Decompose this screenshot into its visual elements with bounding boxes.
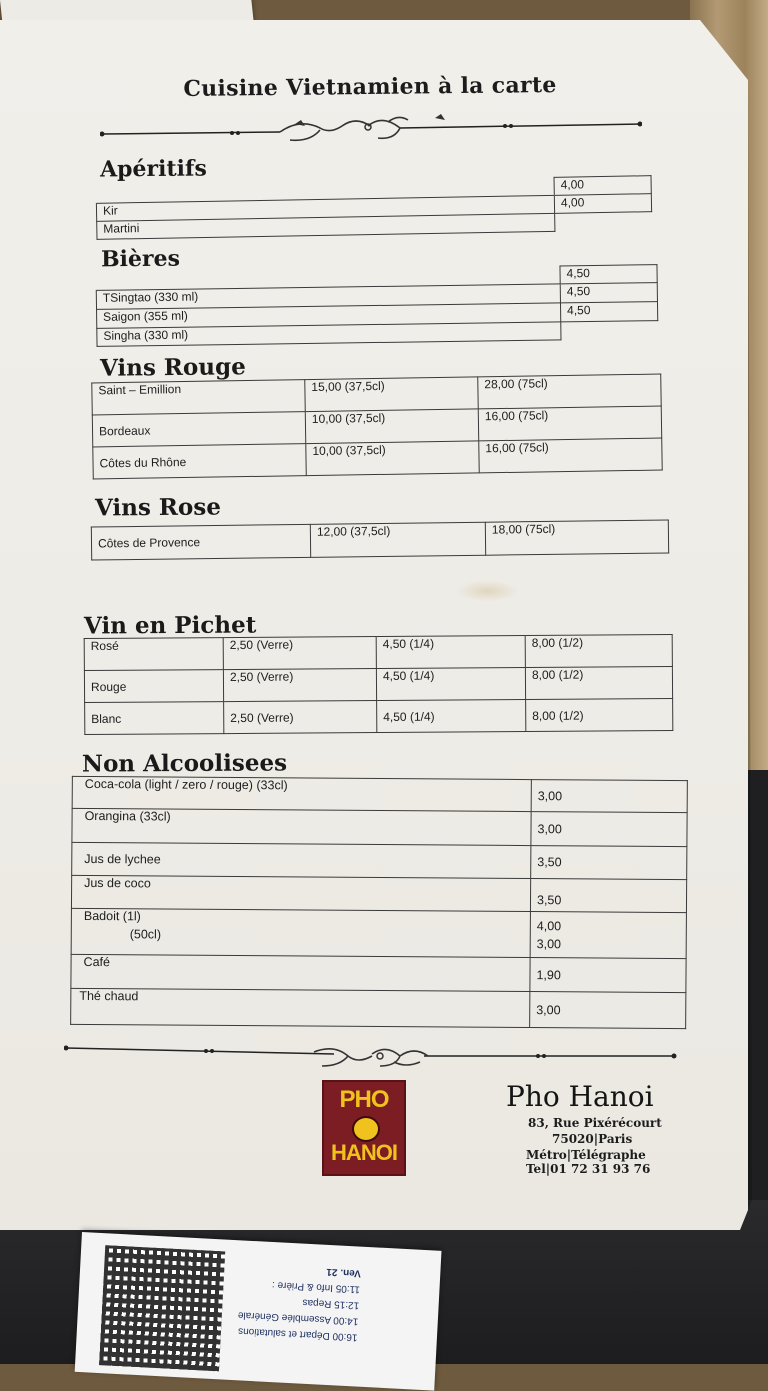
metro-station: Télégraphe <box>571 1148 646 1162</box>
item-name-badoit <box>71 908 530 957</box>
item-name: Blanc <box>85 702 224 735</box>
price-cell: 8,00 (1/2) <box>526 698 673 731</box>
price-cell: 28,00 (75cl) <box>478 374 661 409</box>
price-cell: 3,00 <box>531 780 687 813</box>
flyer-line: 16:00 Départ et salutations <box>237 1325 358 1343</box>
item-name: Thé chaud <box>71 988 530 1027</box>
price-cell: 2,50 (Verre) <box>223 637 376 670</box>
price-cell: 8,00 (1/2) <box>525 634 672 667</box>
price-cell: 16,00 (75cl) <box>478 406 661 441</box>
restaurant-name: Pho Hanoi <box>506 1080 654 1113</box>
price-cell: 4,50 (1/4) <box>376 667 525 700</box>
price-cell: 2,50 (Verre) <box>223 669 376 702</box>
menu-title: Cuisine Vietnamien à la carte <box>183 72 557 102</box>
phone-line: Tel|01 72 31 93 76 <box>526 1162 651 1176</box>
price-cell: 1,90 <box>530 958 686 993</box>
item-name: Jus de coco <box>71 875 530 911</box>
section-heading-vins-rose: Vins Rose <box>94 493 222 522</box>
price-cell: 12,00 (37,5cl) <box>310 522 485 557</box>
flyer-line: 14:00 Assemblée Générale <box>237 1309 359 1327</box>
bieres-table <box>96 264 659 347</box>
item-name: Saint – Emillion <box>92 380 305 415</box>
item-name: Saigon (355 ml) <box>97 303 561 328</box>
item-name: Côtes de Provence <box>91 524 310 560</box>
bowl-icon <box>352 1116 380 1142</box>
item-name: Martini <box>97 213 555 239</box>
pichet-table <box>84 634 674 735</box>
item-name: Café <box>71 954 530 991</box>
tel-label: Tel <box>526 1162 546 1176</box>
price-cell-badoit <box>530 912 686 959</box>
price-cell: 16,00 (75cl) <box>479 438 662 473</box>
section-heading-pichet: Vin en Pichet <box>83 611 257 640</box>
item-name: Orangina (33cl) <box>72 808 531 845</box>
item-name: Rosé <box>84 638 223 671</box>
section-heading-aperitifs: Apéritifs <box>99 155 207 183</box>
item-name: Côtes du Rhône <box>93 444 306 479</box>
price-cell: 10,00 (37,5cl) <box>306 441 479 476</box>
item-name: Coca-cola (light / zero / rouge) (33cl) <box>72 776 531 811</box>
price-cell: 4,00 <box>554 176 651 196</box>
vins-rose-table <box>91 519 669 560</box>
non-alcoolisees-table <box>70 776 688 1029</box>
price-cell: 3,50 <box>531 846 687 880</box>
price-cell: 3,50 <box>530 879 686 913</box>
item-name: Jus de lychee <box>72 842 531 878</box>
item-subsize: (50cl) <box>129 927 162 942</box>
item-name: Rouge <box>84 670 223 703</box>
flyer-line: 12:15 Repas <box>302 1296 360 1311</box>
postal-code: 75020 <box>552 1132 594 1146</box>
price-cell: 10,00 (37,5cl) <box>305 409 478 444</box>
logo-text-bottom: HANOI <box>331 1140 397 1165</box>
price-cell: 3,00 <box>530 992 686 1029</box>
phone-number: 01 72 31 93 76 <box>550 1162 651 1176</box>
section-heading-non-alcoolisees: Non Alcoolisees <box>81 749 288 778</box>
item-name: Kir <box>96 195 554 221</box>
flyer-text <box>237 1258 362 1344</box>
section-heading-bieres: Bières <box>100 245 181 273</box>
price-cell: 3,00 <box>531 812 687 847</box>
item-name: Singha (330 ml) <box>97 322 561 346</box>
price-cell: 15,00 (37,5cl) <box>305 377 478 412</box>
vins-rouge-table <box>91 374 662 480</box>
price-cell: 4,50 <box>560 265 657 284</box>
logo-text-top: PHO <box>339 1086 389 1113</box>
flyer-line: 11:05 Info & Prière : <box>271 1279 361 1295</box>
metro-line: Métro|Télégraphe <box>526 1148 646 1162</box>
price-cell: 18,00 (75cl) <box>485 520 668 555</box>
item-name: Badoit (1l) <box>83 908 141 924</box>
item-name: Bordeaux <box>92 412 305 447</box>
aperitifs-table <box>96 175 653 240</box>
item-name: TSingtao (330 ml) <box>96 284 560 309</box>
price-cell: 4,50 (1/4) <box>376 635 525 668</box>
price-cell: 4,50 <box>560 283 657 303</box>
qr-code-icon <box>99 1245 225 1371</box>
price-cell: 4,00 <box>536 918 562 933</box>
paper-stain <box>455 580 520 602</box>
price-cell: 4,00 <box>554 194 651 214</box>
ornament-divider-bottom <box>64 1040 678 1070</box>
event-flyer <box>75 1232 442 1391</box>
flyer-line: Ven. 21 <box>326 1265 362 1279</box>
address-city-line: 75020|Paris <box>552 1132 633 1146</box>
price-cell: 8,00 (1/2) <box>525 666 672 699</box>
ornament-divider-top <box>100 112 642 142</box>
price-cell: 4,50 <box>560 302 657 322</box>
address-street: 83, Rue Pixérécourt <box>528 1116 662 1130</box>
metro-label: Métro <box>526 1148 567 1162</box>
price-cell: 2,50 (Verre) <box>224 701 377 734</box>
city: Paris <box>598 1132 633 1146</box>
price-cell: 3,00 <box>536 936 562 951</box>
pho-hanoi-logo <box>322 1080 406 1176</box>
section-heading-vins-rouge: Vins Rouge <box>99 353 246 382</box>
price-cell: 4,50 (1/4) <box>377 699 526 732</box>
